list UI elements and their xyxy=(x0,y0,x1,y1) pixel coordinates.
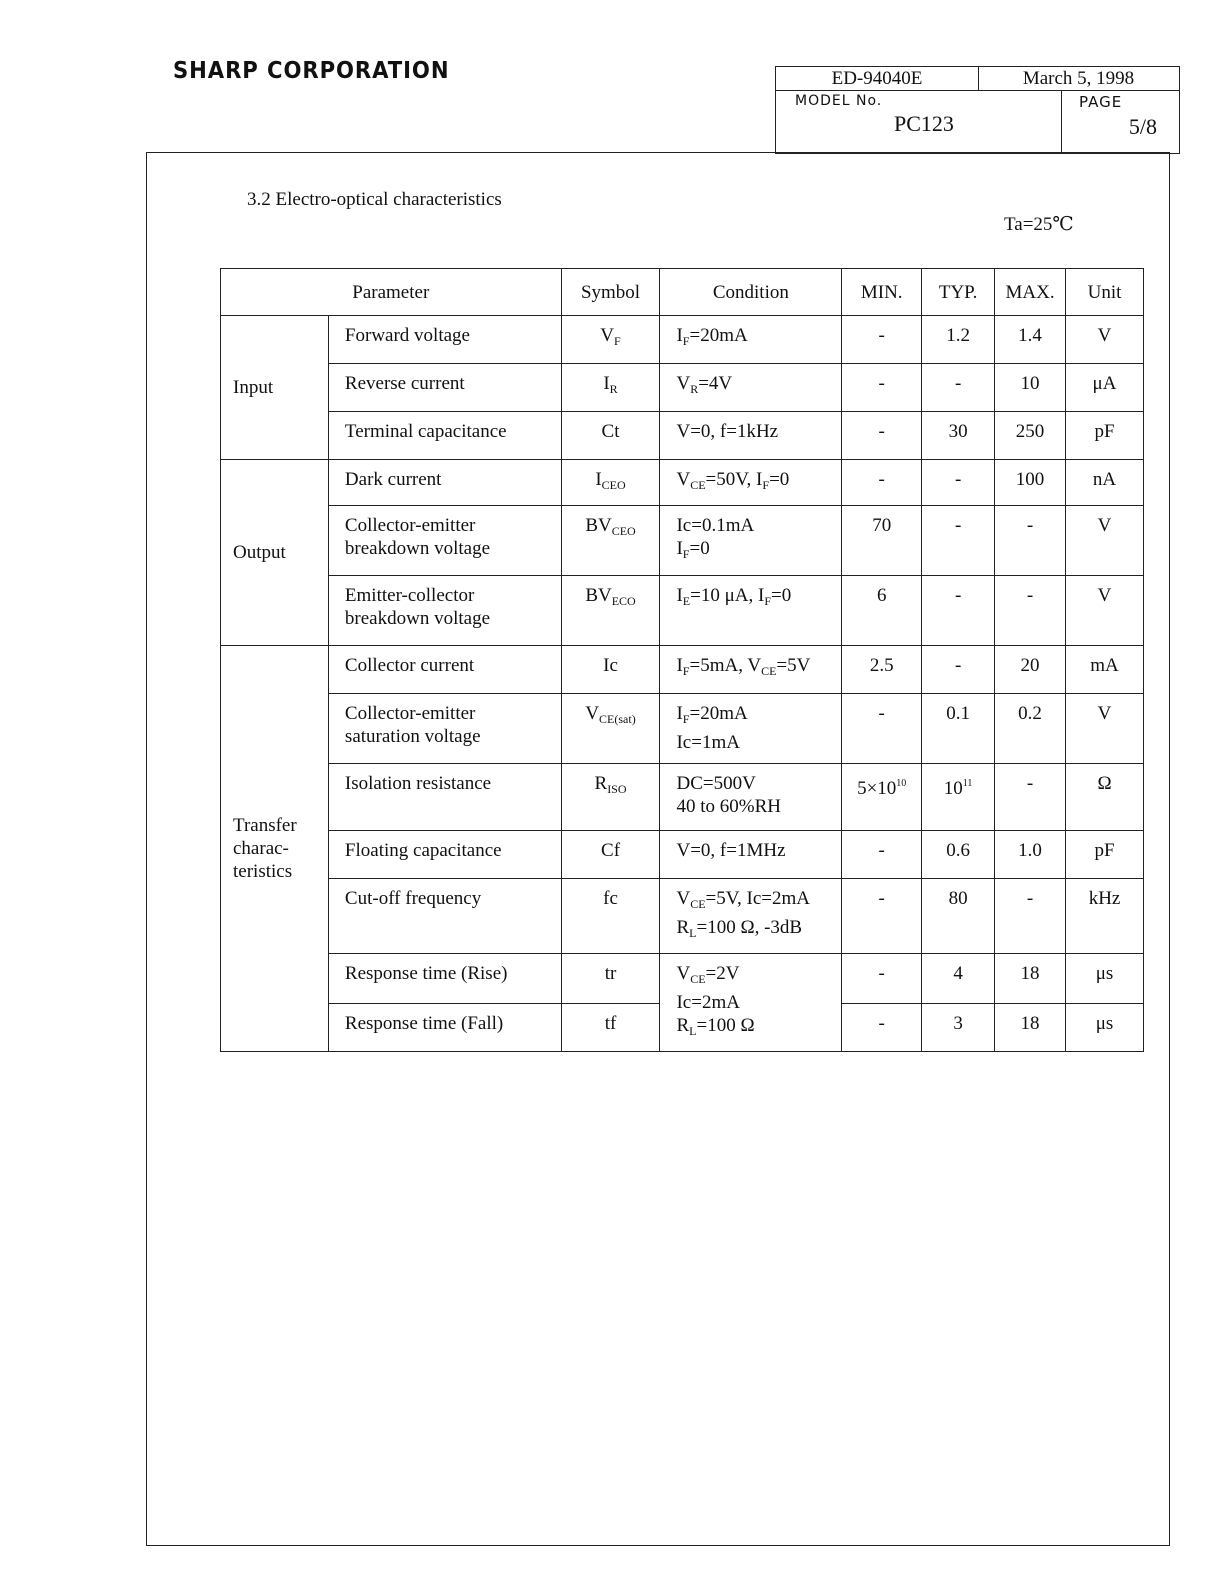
typ-cell: - xyxy=(922,506,995,576)
param-cell: Floating capacitance xyxy=(328,831,561,879)
condition-cell: DC=500V 40 to 60%RH xyxy=(660,764,842,831)
symbol-cell: tf xyxy=(561,1004,660,1052)
group-input: Input xyxy=(221,316,329,460)
max-cell: 1.4 xyxy=(995,316,1066,364)
typ-cell: 30 xyxy=(922,412,995,460)
condition-cell: V=0, f=1kHz xyxy=(660,412,842,460)
min-cell: 2.5 xyxy=(842,646,922,694)
min-cell: - xyxy=(842,1004,922,1052)
symbol-cell: $I_R$ xyxy=(561,364,660,412)
condition-cell: $I_E=10$ μA, $I_F=0$ xyxy=(660,576,842,646)
table-header-row xyxy=(221,269,1144,316)
typ-cell: 4 xyxy=(922,954,995,1004)
symbol-cell: Cf xyxy=(561,831,660,879)
table-row xyxy=(221,506,1144,576)
typ-cell: - xyxy=(922,460,995,506)
max-cell: 100 xyxy=(995,460,1066,506)
param-cell: Dark current xyxy=(328,460,561,506)
typ-cell: 3 xyxy=(922,1004,995,1052)
param-cell: Response time (Fall) xyxy=(328,1004,561,1052)
document-header-box xyxy=(775,66,1180,154)
max-cell: - xyxy=(995,879,1066,954)
table-row xyxy=(221,412,1144,460)
unit-cell: nA xyxy=(1066,460,1144,506)
param-cell: Isolation resistance xyxy=(328,764,561,831)
unit-cell: μA xyxy=(1066,364,1144,412)
table-row xyxy=(221,831,1144,879)
typ-cell: 0.1 xyxy=(922,694,995,764)
condition-cell: Ic=0.1mA $I_F=0$ xyxy=(660,506,842,576)
min-cell: - xyxy=(842,316,922,364)
symbol-cell: Ct xyxy=(561,412,660,460)
col-parameter: Parameter xyxy=(221,269,562,316)
min-cell: - xyxy=(842,954,922,1004)
symbol-cell: $R_{ISO}$ xyxy=(561,764,660,831)
param-cell: Collector-emitter breakdown voltage xyxy=(328,506,561,576)
symbol-cell: $BV_{CEO}$ xyxy=(561,506,660,576)
param-cell: Response time (Rise) xyxy=(328,954,561,1004)
condition-cell: $V_{CE}=5V$, Ic=2mA $R_L=100$ Ω, -3dB xyxy=(660,879,842,954)
table-row xyxy=(221,764,1144,831)
min-cell: - xyxy=(842,831,922,879)
document-date: March 5, 1998 xyxy=(978,67,1179,91)
condition-cell: $I_F=20mA$ Ic=1mA xyxy=(660,694,842,764)
col-max: MAX. xyxy=(995,269,1066,316)
unit-cell: mA xyxy=(1066,646,1144,694)
col-condition: Condition xyxy=(660,269,842,316)
max-cell: - xyxy=(995,764,1066,831)
page-divider xyxy=(1061,90,1062,153)
unit-cell: Ω xyxy=(1066,764,1144,831)
typ-cell: $10^{11}$ xyxy=(922,764,995,831)
max-cell: 18 xyxy=(995,1004,1066,1052)
group-transfer: Transfer charac- teristics xyxy=(221,646,329,1052)
param-cell: Collector-emitter saturation voltage xyxy=(328,694,561,764)
typ-cell: 80 xyxy=(922,879,995,954)
max-cell: 1.0 xyxy=(995,831,1066,879)
condition-cell: $I_F=5mA$, $V_{CE}=5V$ xyxy=(660,646,842,694)
table-row xyxy=(221,646,1144,694)
characteristics-table xyxy=(220,268,1144,1052)
typ-cell: - xyxy=(922,576,995,646)
symbol-cell: $V_{CE(sat)}$ xyxy=(561,694,660,764)
col-unit: Unit xyxy=(1066,269,1144,316)
model-number: PC123 xyxy=(894,111,954,136)
condition-cell: $I_F=20mA$ xyxy=(660,316,842,364)
typ-cell: 0.6 xyxy=(922,831,995,879)
col-min: MIN. xyxy=(842,269,922,316)
col-typ: TYP. xyxy=(922,269,995,316)
max-cell: 20 xyxy=(995,646,1066,694)
table-row xyxy=(221,316,1144,364)
symbol-cell: $V_F$ xyxy=(561,316,660,364)
table-row xyxy=(221,364,1144,412)
table-row xyxy=(221,576,1144,646)
table-row xyxy=(221,694,1144,764)
document-number: ED-94040E xyxy=(776,67,979,91)
min-cell: - xyxy=(842,694,922,764)
unit-cell: pF xyxy=(1066,412,1144,460)
ambient-temperature: Ta=25℃ xyxy=(1004,214,1074,235)
table-row xyxy=(221,879,1144,954)
param-cell: Cut-off frequency xyxy=(328,879,561,954)
symbol-cell: $BV_{ECO}$ xyxy=(561,576,660,646)
min-cell: - xyxy=(842,460,922,506)
symbol-cell: tr xyxy=(561,954,660,1004)
min-cell: 70 xyxy=(842,506,922,576)
unit-cell: V xyxy=(1066,506,1144,576)
min-cell: - xyxy=(842,412,922,460)
typ-cell: - xyxy=(922,646,995,694)
param-cell: Forward voltage xyxy=(328,316,561,364)
param-cell: Terminal capacitance xyxy=(328,412,561,460)
min-cell: 6 xyxy=(842,576,922,646)
min-cell: - xyxy=(842,364,922,412)
section-title: 3.2 Electro-optical characteristics xyxy=(247,189,502,210)
condition-cell: V=0, f=1MHz xyxy=(660,831,842,879)
typ-cell: 1.2 xyxy=(922,316,995,364)
unit-cell: V xyxy=(1066,316,1144,364)
max-cell: - xyxy=(995,506,1066,576)
condition-cell: $V_R=4V$ xyxy=(660,364,842,412)
unit-cell: μs xyxy=(1066,1004,1144,1052)
unit-cell: μs xyxy=(1066,954,1144,1004)
model-label: MODEL No. xyxy=(795,93,883,109)
unit-cell: V xyxy=(1066,694,1144,764)
company-name: SHARP CORPORATION xyxy=(173,58,450,84)
unit-cell: V xyxy=(1066,576,1144,646)
max-cell: 0.2 xyxy=(995,694,1066,764)
max-cell: - xyxy=(995,576,1066,646)
param-cell: Emitter-collector breakdown voltage xyxy=(328,576,561,646)
unit-cell: pF xyxy=(1066,831,1144,879)
typ-cell: - xyxy=(922,364,995,412)
min-cell: - xyxy=(842,879,922,954)
page-number: 5/8 xyxy=(1128,114,1157,139)
condition-cell: $V_{CE}=2V$ Ic=2mA $R_L=100$ Ω xyxy=(660,954,842,1052)
table-row xyxy=(221,954,1144,1004)
param-cell: Reverse current xyxy=(328,364,561,412)
group-output: Output xyxy=(221,460,329,646)
param-cell: Collector current xyxy=(328,646,561,694)
condition-cell: $V_{CE}=50V$, $I_F=0$ xyxy=(660,460,842,506)
min-cell: $5\times 10^{10}$ xyxy=(842,764,922,831)
col-symbol: Symbol xyxy=(561,269,660,316)
symbol-cell: fc xyxy=(561,879,660,954)
max-cell: 250 xyxy=(995,412,1066,460)
symbol-cell: Ic xyxy=(561,646,660,694)
unit-cell: kHz xyxy=(1066,879,1144,954)
symbol-cell: $I_{CEO}$ xyxy=(561,460,660,506)
max-cell: 10 xyxy=(995,364,1066,412)
max-cell: 18 xyxy=(995,954,1066,1004)
page-label: PAGE xyxy=(1079,93,1123,111)
table-row xyxy=(221,460,1144,506)
